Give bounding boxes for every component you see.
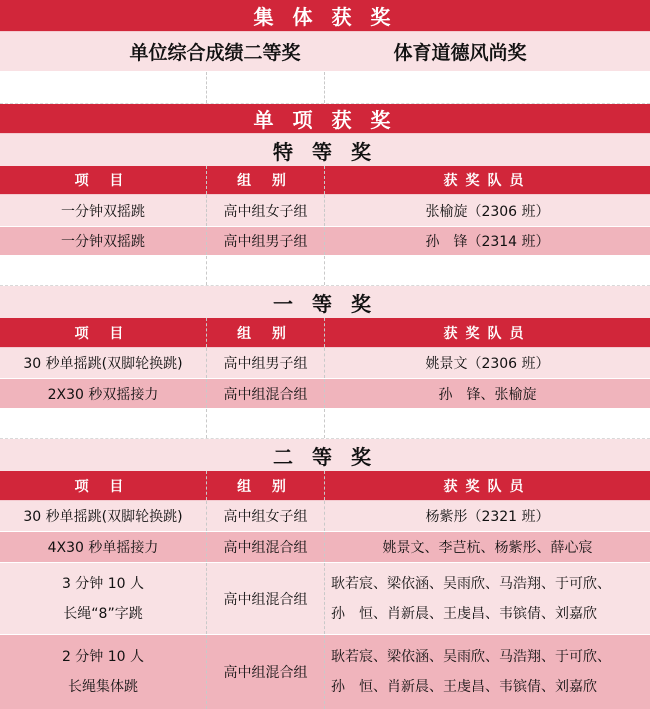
collective-title: 集 体 获 奖 — [253, 5, 397, 29]
members-line: 耿若宸、梁依涵、吴雨欣、马浩翔、于可欣、 — [331, 649, 611, 665]
column-header-row — [0, 471, 650, 501]
event-cell: 4X30 秒单摇接力 — [0, 532, 207, 562]
members-cell — [325, 563, 650, 634]
second-prize-title: 二 等 奖 — [0, 439, 650, 471]
table-row — [0, 379, 650, 409]
event-line: 长绳集体跳 — [68, 679, 138, 695]
event-cell: 30 秒单摇跳(双脚轮换跳) — [0, 348, 207, 378]
event-cell: 一分钟双摇跳 — [0, 227, 207, 255]
blank-row — [0, 72, 650, 104]
group-cell: 高中组混合组 — [207, 532, 325, 562]
group-cell: 高中组混合组 — [207, 379, 325, 408]
column-header-row — [0, 166, 650, 195]
members-line: 耿若宸、梁依涵、吴雨欣、马浩翔、于可欣、 — [331, 575, 611, 592]
col-event: 项 目 — [0, 166, 207, 194]
members-cell — [325, 635, 650, 709]
individual-header — [0, 104, 650, 134]
table-row — [0, 348, 650, 379]
award-sportsmanship: 体育道德风尚奖 — [393, 42, 527, 64]
table-row — [0, 501, 650, 532]
group-cell: 高中组女子组 — [207, 195, 325, 226]
members-cell: 张榆旋（2306 班） — [425, 203, 550, 220]
table-row — [0, 227, 650, 256]
col-group: 组 别 — [207, 471, 325, 500]
event-line: 2 分钟 10 人 — [61, 649, 145, 665]
event-cell — [0, 563, 207, 634]
event-cell — [0, 635, 207, 709]
col-group: 组 别 — [207, 166, 325, 194]
group-cell: 高中组混合组 — [207, 563, 325, 634]
members-cell: 姚景文（2306 班） — [425, 356, 550, 372]
members-cell: 杨紫彤（2321 班） — [425, 509, 550, 525]
event-cell: 一分钟双摇跳 — [0, 195, 207, 226]
members-cell: 孙 锋（2314 班） — [425, 234, 550, 250]
group-cell: 高中组男子组 — [207, 227, 325, 255]
col-event: 项 目 — [0, 318, 207, 347]
special-prize-title: 特 等 奖 — [0, 134, 650, 166]
collective-header — [0, 0, 650, 32]
members-cell: 姚景文、李芑杭、杨紫彤、薛心宸 — [382, 540, 593, 556]
column-header-row — [0, 318, 650, 348]
event-line: 长绳“8”字跳 — [63, 605, 143, 622]
group-cell: 高中组混合组 — [207, 635, 325, 709]
members-line: 孙 恒、肖新晨、王虔昌、韦镔倩、刘嘉欣 — [331, 605, 597, 622]
blank-row — [0, 409, 650, 439]
members-cell: 孙 锋、张榆旋 — [438, 386, 537, 403]
table-row — [0, 532, 650, 563]
event-cell: 30 秒单摇跳(双脚轮换跳) — [0, 501, 207, 531]
event-cell: 2X30 秒双摇接力 — [0, 379, 207, 408]
col-group: 组 别 — [207, 318, 325, 347]
group-cell: 高中组女子组 — [207, 501, 325, 531]
col-members: 获奖队员 — [443, 173, 532, 189]
table-row — [0, 563, 650, 635]
blank-row — [0, 256, 650, 286]
col-event: 项 目 — [0, 471, 207, 500]
collective-awards-row — [0, 32, 650, 72]
group-cell: 高中组男子组 — [207, 348, 325, 378]
award-unit-second: 单位综合成绩二等奖 — [129, 42, 301, 64]
event-line: 3 分钟 10 人 — [61, 575, 145, 592]
members-line: 孙 恒、肖新晨、王虔昌、韦镔倩、刘嘉欣 — [331, 679, 597, 695]
col-members: 获奖队员 — [443, 325, 532, 342]
table-row — [0, 195, 650, 227]
first-prize-title: 一 等 奖 — [0, 286, 650, 318]
col-members: 获奖队员 — [443, 478, 532, 495]
individual-title: 单 项 获 奖 — [253, 108, 397, 132]
table-row — [0, 635, 650, 709]
